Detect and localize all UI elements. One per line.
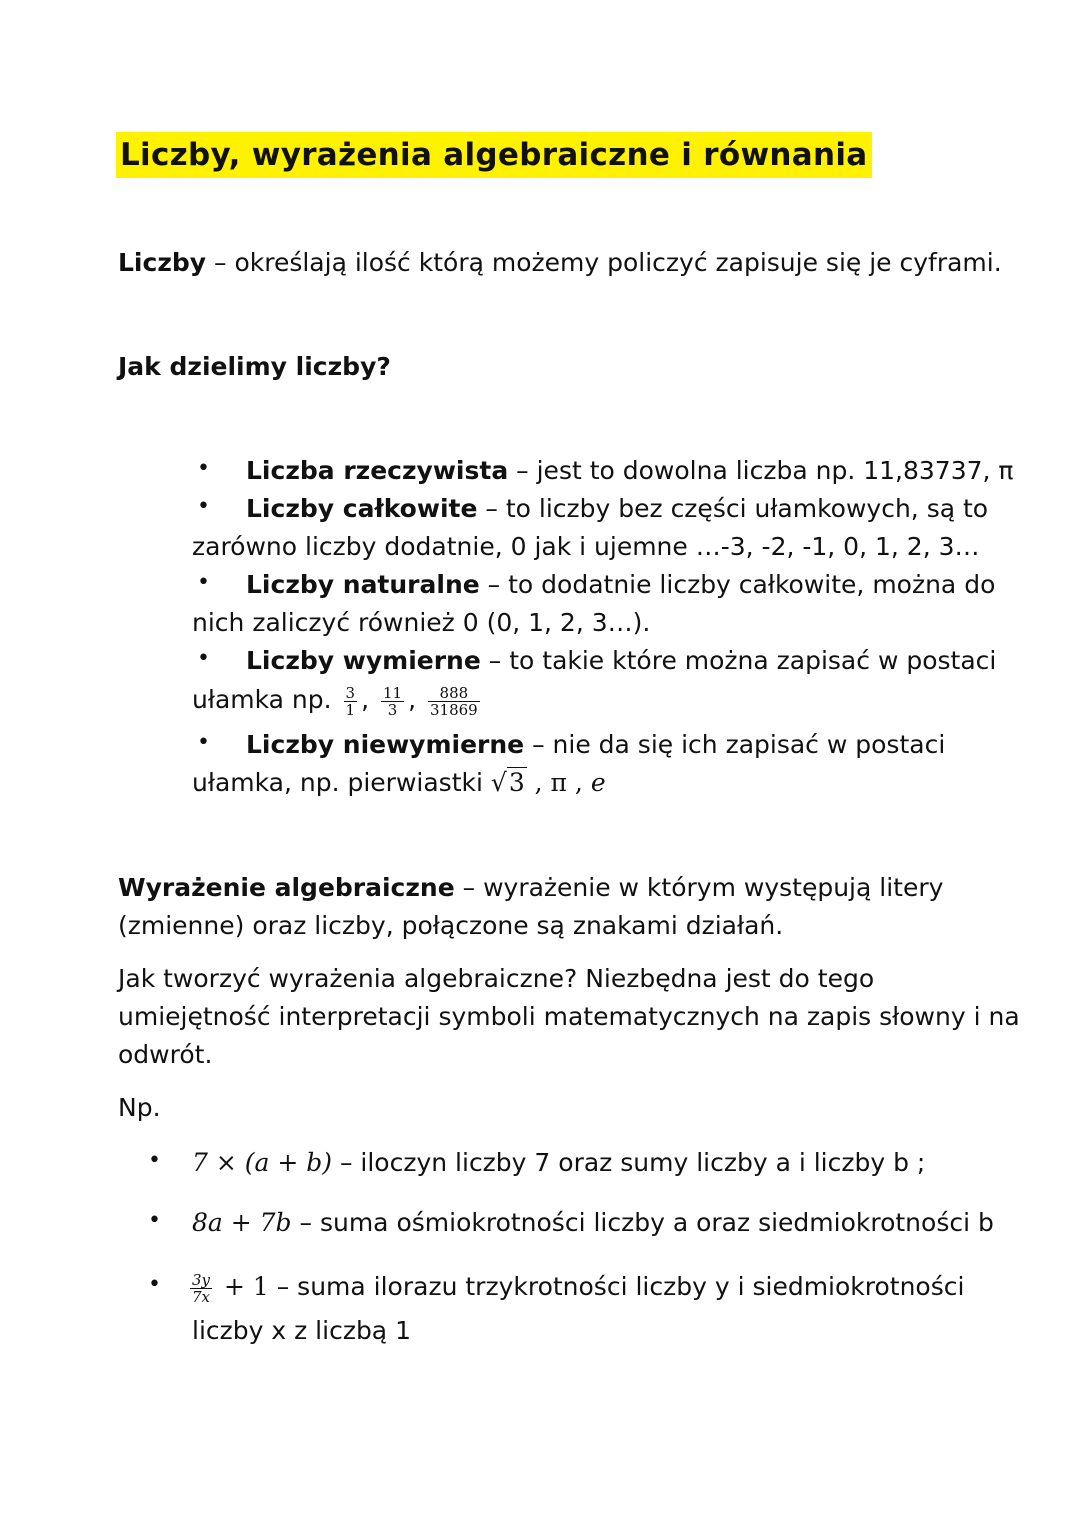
fraction: $\frac{888}{31869}$ <box>430 683 478 719</box>
category-desc-cont: zarówno liczby dodatnie, 0 jak i ujemne …-3, -2, -1, 0, 1, 2, 3… <box>192 532 980 561</box>
category-desc: – to liczby bez części ułamkowych, są to <box>477 494 989 523</box>
sqrt-icon: √ <box>490 768 507 797</box>
separator: , <box>408 685 417 714</box>
bullet-icon: • <box>148 1148 161 1173</box>
sqrt-expression: √3 <box>490 768 525 797</box>
fraction: $\frac{11}{3}$ <box>383 683 403 719</box>
example-desc-cont: liczby x z liczbą 1 <box>192 1316 411 1345</box>
category-term: Liczba rzeczywista <box>246 456 509 485</box>
category-desc: – jest to dowolna liczba np. 11,83737, π <box>508 456 1014 485</box>
e-constant: e <box>590 768 606 797</box>
algebra-definition-cont: (zmienne) oraz liczby, połączone są znakami działań. <box>118 911 784 940</box>
algebra-how: Jak tworzyć wyrażenia algebraiczne? Niezbędna jest do tego <box>118 964 875 993</box>
category-desc-cont: ułamka np. <box>192 685 332 714</box>
example-item <box>190 1266 964 1308</box>
bullet-icon: • <box>197 570 210 595</box>
rational-examples <box>192 680 484 720</box>
algebra-term: Wyrażenie algebraiczne <box>118 873 455 902</box>
bullet-icon: • <box>197 730 210 755</box>
category-rational <box>246 642 996 680</box>
section-question: Jak dzielimy liczby? <box>118 352 391 381</box>
example-item <box>192 1204 994 1242</box>
example-desc: – suma ilorazu trzykrotności liczby y i siedmiokrotności <box>268 1272 965 1301</box>
category-term-part: niewymierne <box>342 730 525 759</box>
category-desc-cont: ułamka, np. pierwiastki <box>192 768 491 797</box>
math-expression: 8a + 7b <box>192 1208 292 1237</box>
intro-term: Liczby <box>118 248 207 277</box>
category-desc-cont: nich zaliczyć również 0 (0, 1, 2, 3…). <box>192 608 651 637</box>
page-title: Liczby, wyrażenia algebraiczne i równania <box>116 132 872 178</box>
bullet-icon: • <box>197 494 210 519</box>
bullet-icon: • <box>197 456 210 481</box>
irrational-examples: ułamka, np. pierwiastki √3 , π , e <box>192 768 606 797</box>
math-expression: + 1 <box>216 1272 269 1301</box>
category-term-part: Liczby <box>246 646 343 675</box>
separator: , <box>361 685 370 714</box>
category-desc: – to dodatnie liczby całkowite, można do <box>479 570 996 599</box>
category-desc: – to takie które można zapisać w postaci <box>480 646 997 675</box>
algebra-how-cont: umiejętność interpretacji symboli matematycznych na zapis słowny i na <box>118 1002 1020 1031</box>
category-term-part: Liczby <box>246 730 343 759</box>
category-desc: – nie da się ich zapisać w postaci <box>524 730 946 759</box>
examples-label: Np. <box>118 1093 161 1122</box>
bullet-icon: • <box>148 1208 161 1233</box>
intro-line <box>118 244 1002 282</box>
category-term: Liczby naturalne <box>246 570 480 599</box>
category-irrational <box>246 726 945 764</box>
example-item <box>192 1144 925 1182</box>
algebra-how-cont: odwrót. <box>118 1040 213 1069</box>
math-expression: 7 × (a + b) <box>192 1148 333 1177</box>
algebra-definition: Wyrażenie algebraiczne – wyrażenie w którym występują litery <box>118 873 944 902</box>
fraction: $\frac{3}{1}$ <box>345 683 356 719</box>
category-term-part: wymierne <box>342 646 481 675</box>
category-integers <box>246 490 988 528</box>
fraction: $\frac{3y}{7x}$ <box>192 1270 211 1306</box>
bullet-icon: • <box>197 646 210 671</box>
example-desc: – iloczyn liczby 7 oraz sumy liczby a i liczby b ; <box>332 1148 926 1177</box>
bullet-icon: • <box>148 1272 161 1297</box>
category-natural <box>246 566 995 604</box>
example-desc: – suma ośmiokrotności liczby a oraz siedmiokrotności b <box>291 1208 994 1237</box>
category-term: Liczby całkowite <box>246 494 478 523</box>
intro-definition: – określają ilość którą możemy policzyć zapisuje się je cyframi. <box>206 248 1002 277</box>
category-real <box>246 452 1013 490</box>
